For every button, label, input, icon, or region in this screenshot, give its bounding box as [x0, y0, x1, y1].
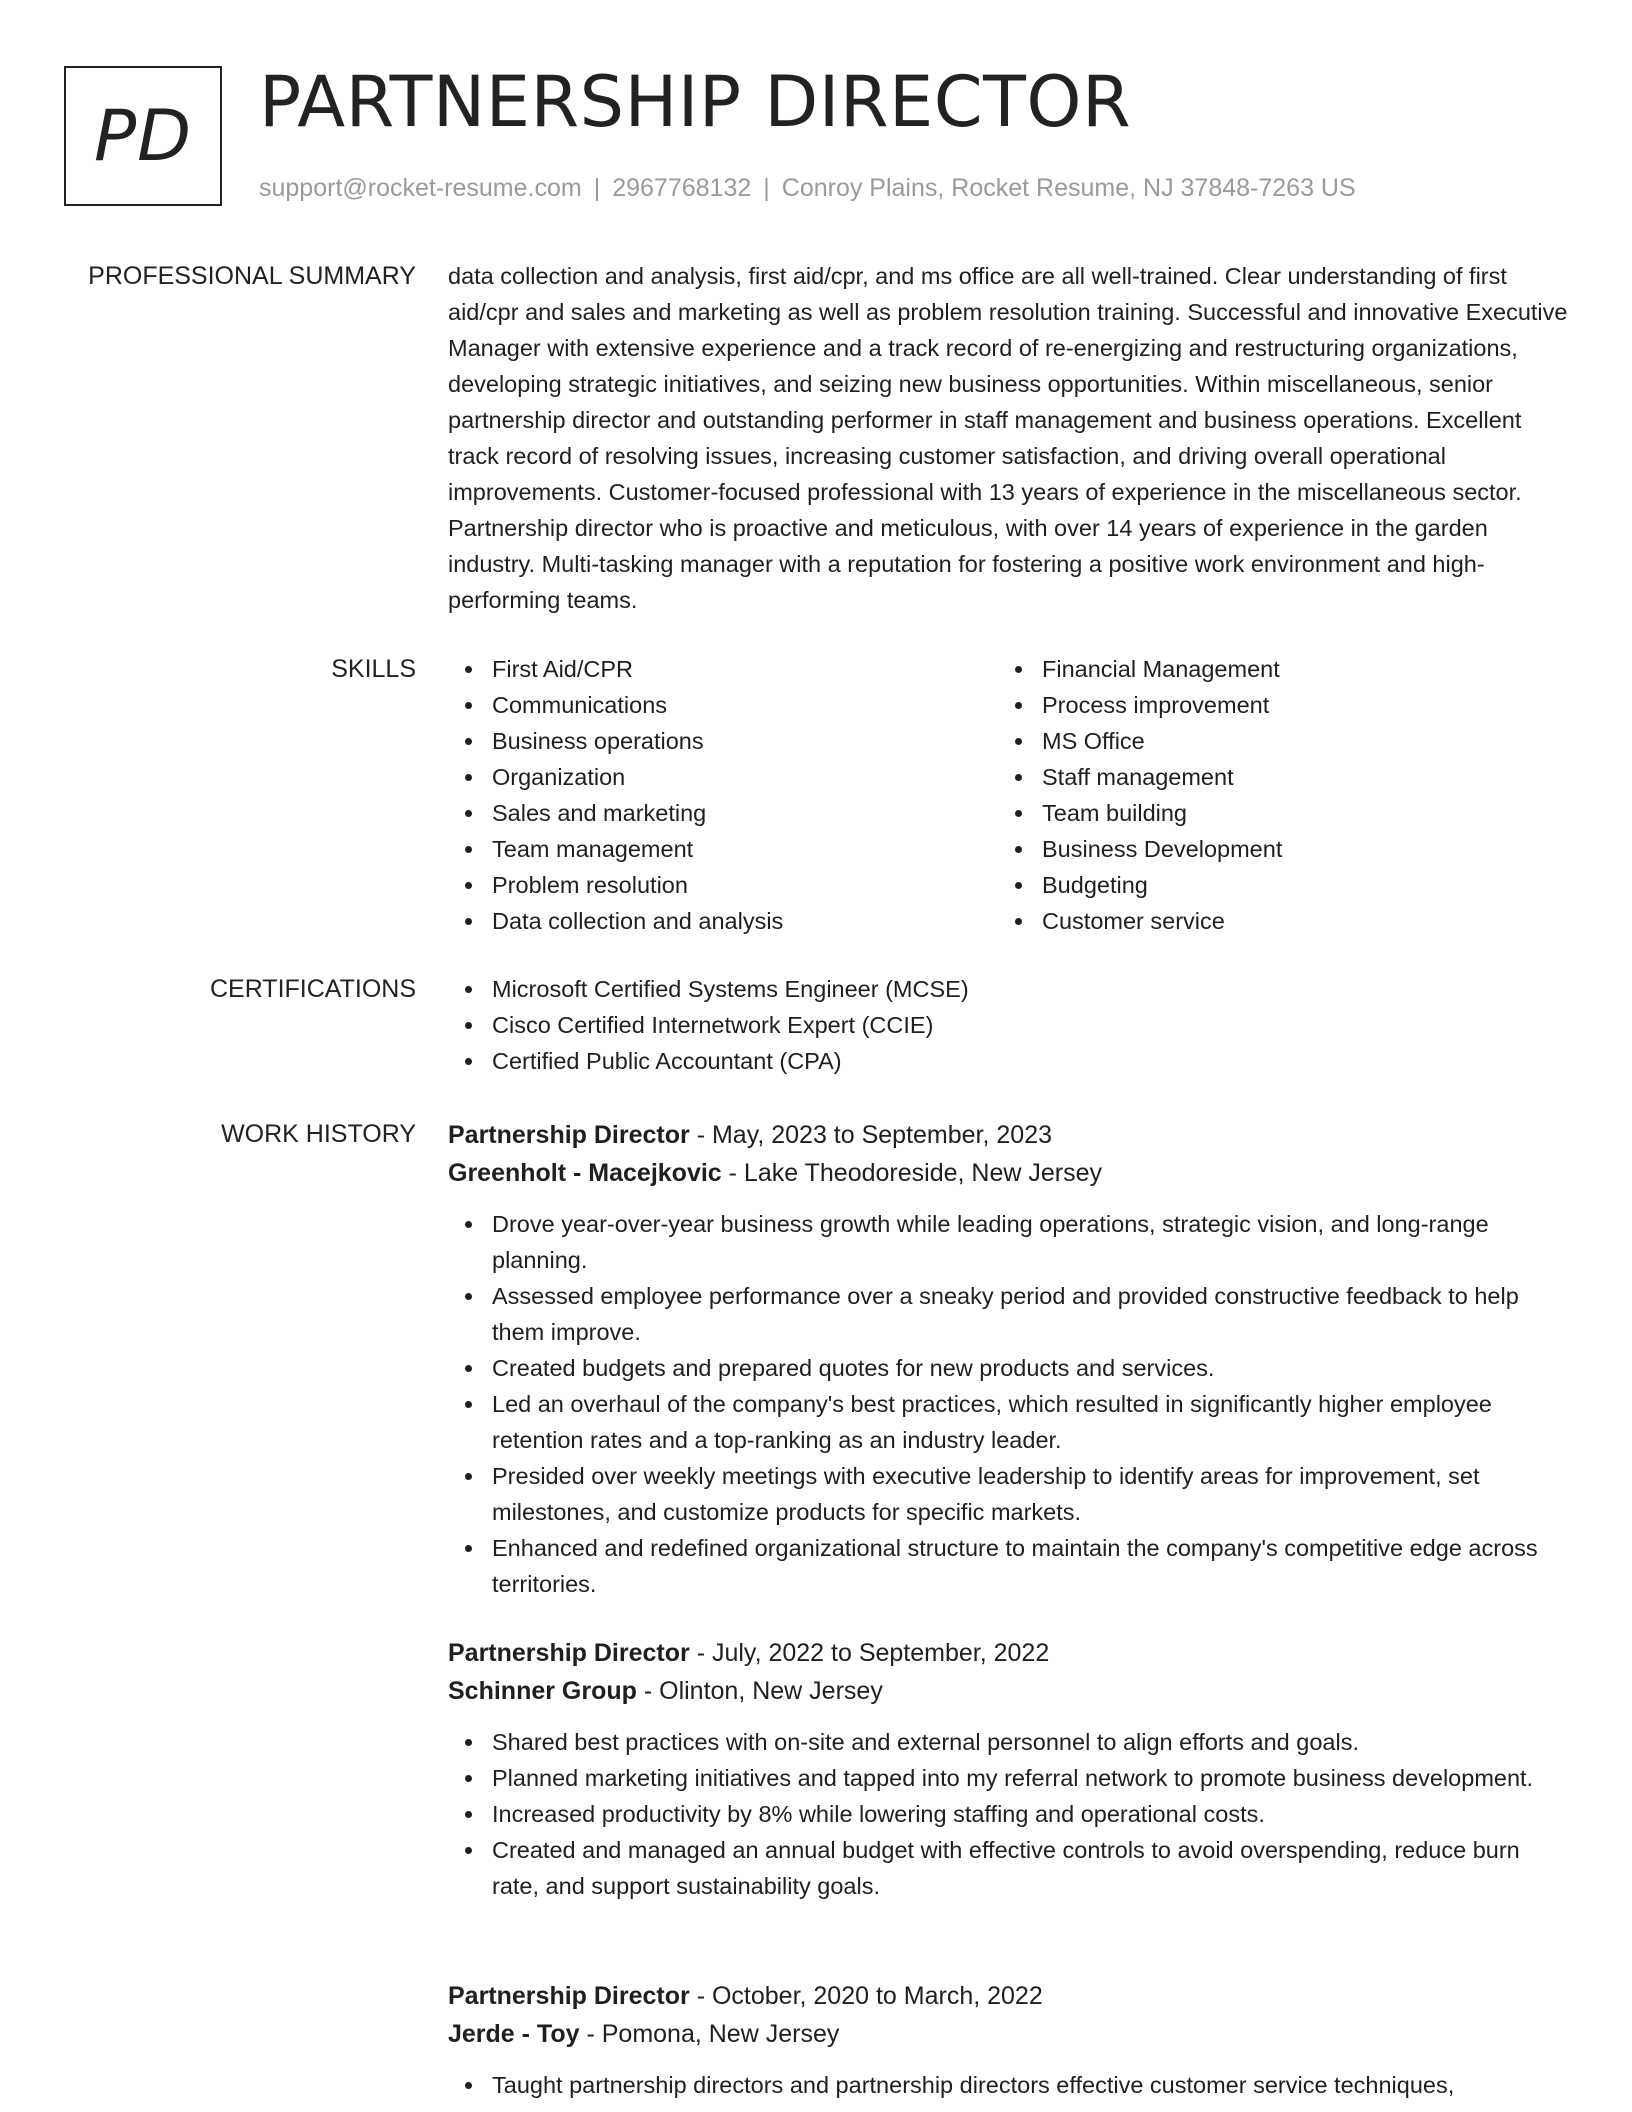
job-bullet: Assessed employee performance over a sneaky period and provided constructive feedback to help them improve.	[448, 1278, 1568, 1350]
skill-item: Budgeting	[998, 867, 1548, 903]
job-company-line	[448, 2015, 1568, 2053]
skill-item: Problem resolution	[448, 867, 998, 903]
skill-item: Team building	[998, 795, 1548, 831]
skill-item: Communications	[448, 687, 998, 723]
job-company: Schinner Group	[448, 1677, 637, 1705]
section-title-work-history: WORK HISTORY	[221, 1120, 416, 1148]
job-bullet: Created budgets and prepared quotes for new products and services.	[448, 1350, 1568, 1386]
skills-body	[448, 651, 1568, 939]
job-dates: - July, 2022 to September, 2022	[689, 1639, 1050, 1667]
job-title-line	[448, 1116, 1568, 1154]
job-bullet: Enhanced and redefined organizational structure to maintain the company's competitive edge across territories.	[448, 1530, 1568, 1602]
job-bullet: Presided over weekly meetings with executive leadership to identify areas for improvement, set milestones, and customize products for specific markets.	[448, 1458, 1568, 1530]
skill-item: Organization	[448, 759, 998, 795]
job-title-line	[448, 1977, 1568, 2015]
skills-column-left	[448, 651, 998, 939]
job-role: Partnership Director	[448, 1121, 690, 1149]
job-company-line	[448, 1672, 1568, 1710]
skill-item: Business operations	[448, 723, 998, 759]
job-title-line	[448, 1634, 1568, 1672]
contact-line	[259, 174, 1356, 203]
skills-column-right	[998, 651, 1548, 939]
job-dates: - May, 2023 to September, 2023	[689, 1121, 1053, 1149]
job-bullet: Shared best practices with on-site and external personnel to align efforts and goals.	[448, 1724, 1568, 1760]
contact-address: Conroy Plains, Rocket Resume, NJ 37848-7263 US	[781, 174, 1356, 202]
job-role: Partnership Director	[448, 1639, 690, 1667]
skills-list-right	[998, 651, 1548, 939]
contact-separator: |	[763, 174, 770, 202]
job-bullet: Increased productivity by 8% while lowering staffing and operational costs.	[448, 1796, 1568, 1832]
skill-item: Business Development	[998, 831, 1548, 867]
job-bullets	[448, 1206, 1568, 1602]
job-bullets	[448, 2067, 1568, 2103]
job-bullet: Drove year-over-year business growth while leading operations, strategic vision, and long-range planning.	[448, 1206, 1568, 1278]
job-company: Jerde - Toy	[448, 2020, 580, 2048]
certification-item: Certified Public Accountant (CPA)	[448, 1043, 1568, 1079]
certification-item: Microsoft Certified Systems Engineer (MCSE)	[448, 971, 1568, 1007]
job-entry	[448, 1116, 1568, 1602]
section-title-summary: PROFESSIONAL SUMMARY	[88, 262, 416, 290]
section-title-skills: SKILLS	[331, 655, 416, 683]
job-location: - Olinton, New Jersey	[636, 1677, 883, 1705]
certifications-list	[448, 971, 1568, 1079]
job-entry	[448, 1634, 1568, 1904]
job-location: - Pomona, New Jersey	[579, 2020, 840, 2048]
skill-item: Process improvement	[998, 687, 1548, 723]
skill-item: Team management	[448, 831, 998, 867]
job-location: - Lake Theodoreside, New Jersey	[721, 1159, 1102, 1187]
skill-item: Financial Management	[998, 651, 1548, 687]
skill-item: First Aid/CPR	[448, 651, 998, 687]
monogram: PD	[64, 66, 222, 206]
job-company-line	[448, 1154, 1568, 1192]
job-bullet: Led an overhaul of the company's best practices, which resulted in significantly higher employee retention rates and a top-ranking as an industry leader.	[448, 1386, 1568, 1458]
job-bullet: Planned marketing initiatives and tapped into my referral network to promote business development.	[448, 1760, 1568, 1796]
job-bullet: Taught partnership directors and partnership directors effective customer service techniques,	[448, 2067, 1568, 2103]
contact-email: support@rocket-resume.com	[259, 174, 582, 202]
certification-item: Cisco Certified Internetwork Expert (CCIE)	[448, 1007, 1568, 1043]
skill-item: Sales and marketing	[448, 795, 998, 831]
resume-name: PARTNERSHIP DIRECTOR	[259, 61, 1132, 143]
skills-grid	[448, 651, 1568, 939]
job-bullet: Created and managed an annual budget with effective controls to avoid overspending, reduce burn rate, and support sustainability goals.	[448, 1832, 1568, 1904]
summary-body	[448, 258, 1568, 618]
skill-item: MS Office	[998, 723, 1548, 759]
section-title-certifications: CERTIFICATIONS	[209, 975, 416, 1003]
job-bullets	[448, 1724, 1568, 1904]
job-company: Greenholt - Macejkovic	[448, 1159, 722, 1187]
summary-text: data collection and analysis, first aid/cpr, and ms office are all well-trained. Clear understanding of first aid/cpr and sales and marketing as well as problem resolution training. Successful and innovative Executive Manager with extensive experience and a track record of re-energizing and restructuring organizations, developing strategic initiatives, and seizing new business opportunities. Within miscellaneous, senior partnership director and outstanding performer in staff management and business operations. Excellent track record of resolving issues, increasing customer satisfaction, and driving overall operational improvements. Customer-focused professional with 13 years of experience in the miscellaneous sector. Partnership director who is proactive and meticulous, with over 14 years of experience in the garden industry. Multi-tasking manager with a reputation for fostering a positive work environment and high-performing teams.	[448, 263, 1568, 613]
skill-item: Data collection and analysis	[448, 903, 998, 939]
skill-item: Staff management	[998, 759, 1548, 795]
contact-phone: 2967768132	[612, 174, 752, 202]
job-entry	[448, 1977, 1568, 2103]
job-dates: - October, 2020 to March, 2022	[689, 1982, 1043, 2010]
job-role: Partnership Director	[448, 1982, 690, 2010]
skills-list-left	[448, 651, 998, 939]
contact-separator: |	[593, 174, 601, 202]
skill-item: Customer service	[998, 903, 1548, 939]
certifications-body	[448, 971, 1568, 1079]
